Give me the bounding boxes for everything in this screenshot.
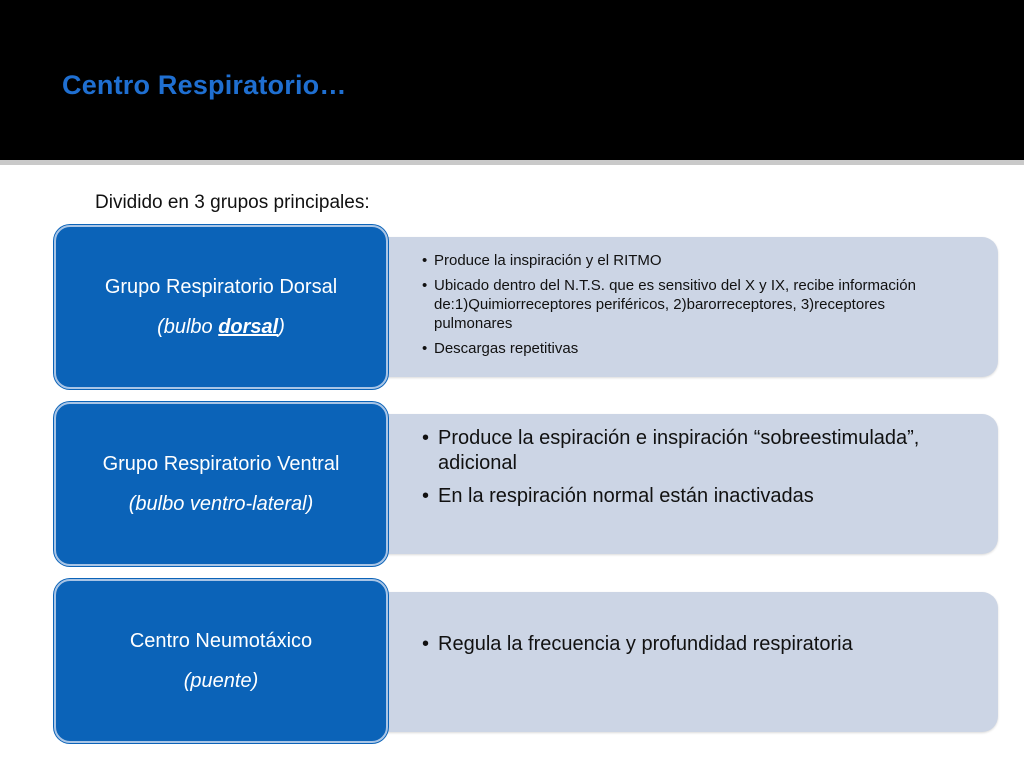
bullet-list xyxy=(422,251,918,358)
group-detail-panel-dorsal xyxy=(300,237,998,377)
group-name: Centro Neumotáxico xyxy=(129,630,313,652)
bullet-item: • Regula la frecuencia y profundidad respiratoria xyxy=(422,632,938,657)
group-detail-panel-ventral xyxy=(300,414,998,554)
location-prefix: (bulbo xyxy=(157,316,219,338)
group-location: (bulbo ventro-lateral) xyxy=(128,493,314,515)
bullet-list xyxy=(422,632,938,657)
group-location xyxy=(157,314,285,340)
bullet-item: • Ubicado dentro del N.T.S. que es sensitivo del X y IX, recibe información de:1)Quimiorreceptores periféricos, 2)barorreceptores, 3)receptores pulmonares xyxy=(422,276,918,333)
bullet-list xyxy=(422,426,938,509)
bullet-item: • Descargas repetitivas xyxy=(422,339,918,358)
group-name: Grupo Respiratorio Ventral xyxy=(102,453,340,475)
group-box-dorsal xyxy=(54,225,388,389)
bullet-item: • Produce la inspiración y el RITMO xyxy=(422,251,918,270)
group-location: (puente) xyxy=(183,670,259,692)
group-name: Grupo Respiratorio Dorsal xyxy=(104,276,338,298)
slide-title: Centro Respiratorio… xyxy=(62,70,347,100)
group-box-neumotaxico xyxy=(54,579,388,743)
location-suffix: ) xyxy=(278,316,285,338)
group-box-ventral xyxy=(54,402,388,566)
bullet-item: • Produce la espiración e inspiración “sobreestimulada”, adicional xyxy=(422,426,938,476)
group-detail-panel-neumotaxico xyxy=(300,592,998,732)
location-emphasis: dorsal xyxy=(218,316,279,338)
intro-text: Dividido en 3 grupos principales: xyxy=(95,192,370,213)
bullet-item: • En la respiración normal están inactivadas xyxy=(422,484,938,509)
